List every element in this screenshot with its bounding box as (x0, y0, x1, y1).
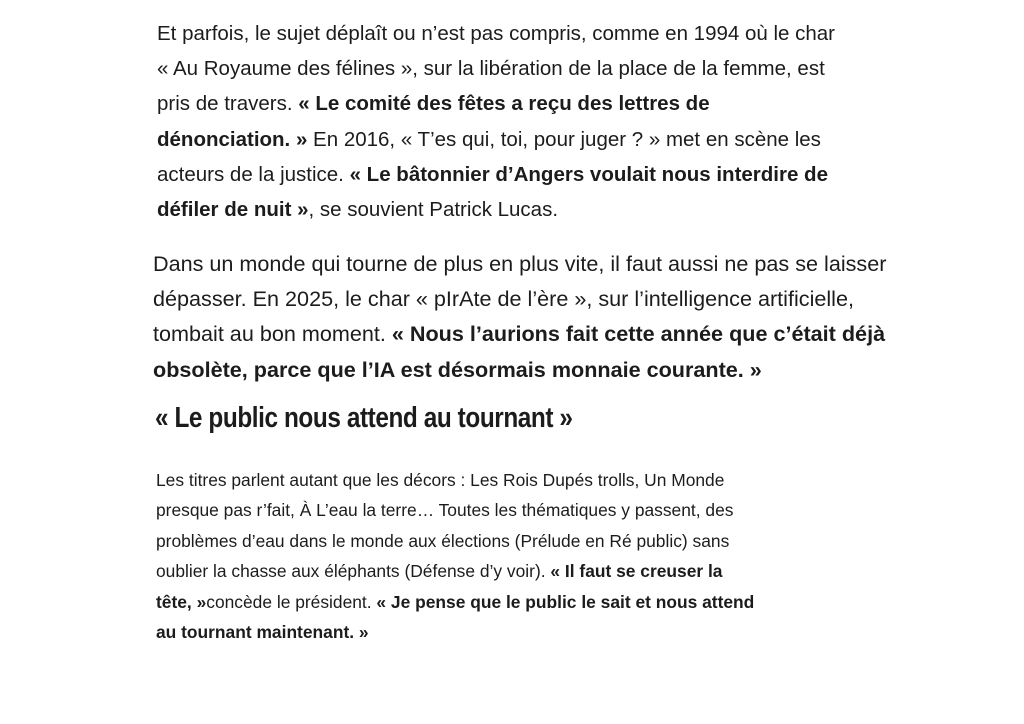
text-line (156, 495, 876, 525)
text-line (157, 157, 957, 192)
text-line (157, 122, 957, 157)
text-line (156, 617, 876, 647)
text: concède le président. (206, 591, 377, 612)
text: dépasser. En 2025, le char « pIrAte de l’ère », sur l’intelligence artificielle, (153, 286, 854, 312)
text-line (153, 246, 998, 281)
paragraph-1 (157, 16, 957, 227)
text-line (153, 352, 998, 387)
text-line (157, 16, 957, 51)
text: tombait au bon moment. (153, 321, 392, 347)
text-line (157, 86, 957, 121)
bold-quote: « Il faut se creuser la (550, 561, 723, 582)
bold-quote: tête, » (156, 591, 207, 612)
text-line (156, 465, 876, 495)
text-line (156, 587, 876, 617)
bold-quote: défiler de nuit » (157, 198, 309, 222)
text: Et parfois, le sujet déplaît ou n’est pas compris, comme en 1994 où le char (157, 22, 836, 45)
text-line (153, 316, 998, 351)
bold-quote: obsolète, parce que l’IA est désormais monnaie courante. » (153, 356, 762, 382)
text: Dans un monde qui tourne de plus en plus vite, il faut aussi ne pas se laisser (153, 251, 887, 276)
bold-quote: « Le comité des fêtes a reçu des lettres de (298, 92, 710, 116)
section-heading: « Le public nous attend au tournant » (155, 402, 573, 434)
bold-quote: dénonciation. » (157, 127, 308, 151)
text: oublier la chasse aux éléphants (Défense d’y voir). (156, 561, 551, 582)
text: Les titres parlent autant que les décors : Les Rois Dupés trolls, Un Monde (156, 470, 725, 490)
text: En 2016, « T’es qui, toi, pour juger ? » met en scène les (307, 127, 821, 151)
bold-quote: « Le bâtonnier d’Angers voulait nous interdire de (349, 162, 828, 186)
text: problèmes d’eau dans le monde aux élections (Prélude en Ré public) sans (156, 530, 730, 551)
text: pris de travers. (157, 92, 299, 116)
paragraph-3 (156, 465, 876, 647)
text-line (156, 526, 876, 556)
text-line (156, 556, 876, 586)
text: acteurs de la justice. (157, 162, 350, 186)
bold-quote: « Je pense que le public le sait et nous attend (376, 591, 755, 612)
paragraph-2 (153, 246, 998, 387)
text-line (157, 192, 957, 227)
text: presque pas r’fait, À L’eau la terre… Toutes les thématiques y passent, des (156, 500, 734, 521)
text-line (153, 281, 998, 316)
text: « Au Royaume des félines », sur la libération de la place de la femme, est (157, 57, 825, 81)
text: , se souvient Patrick Lucas. (308, 198, 559, 222)
text-line (157, 51, 957, 86)
bold-quote: « Nous l’aurions fait cette année que c’était déjà (391, 321, 886, 347)
bold-quote: au tournant maintenant. » (156, 622, 369, 643)
